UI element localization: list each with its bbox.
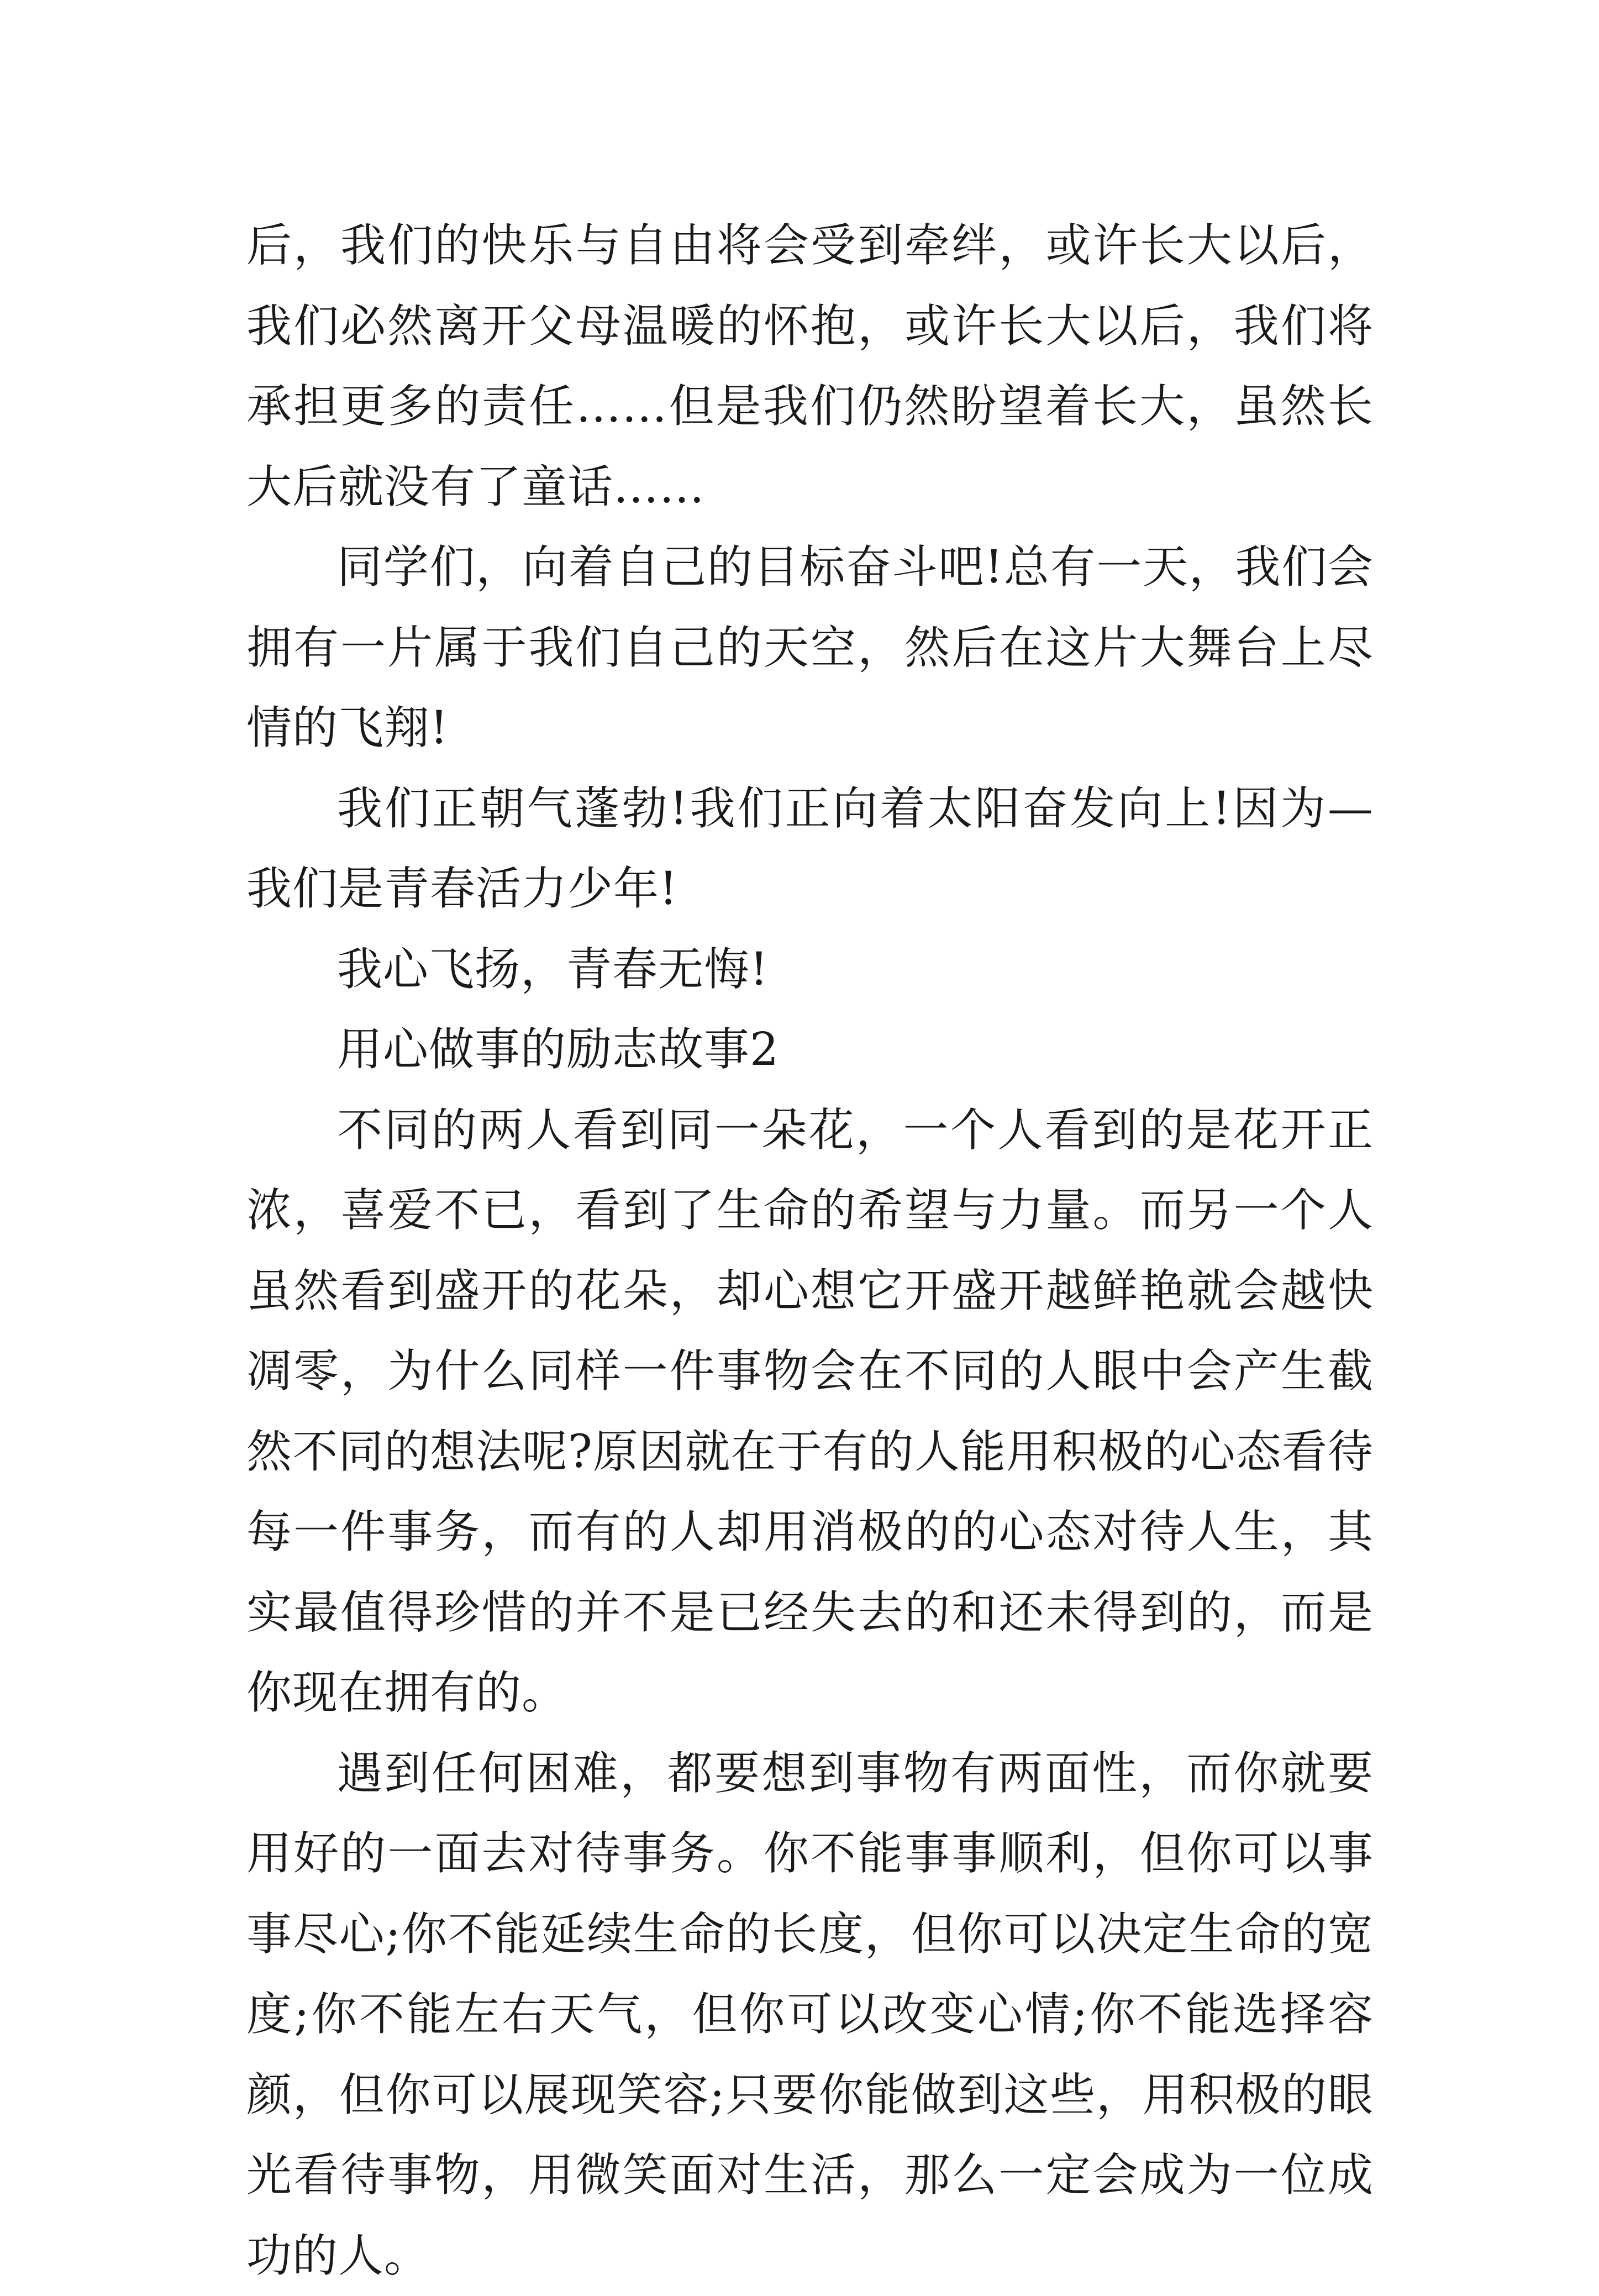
paragraph-5: 不同的两人看到同一朵花，一个人看到的是花开正浓，喜爱不已，看到了生命的希望与力量。而另一个人虽然看到盛开的花朵，却心想它开盛开越鲜艳就会越快凋零，为什么同样一件事物会在不同的人眼中会产生截然不同的想法呢?原因就在于有的人能用积极的心态看待每一件事务，而有的人却用消极的的心态对待人生，其实最值得珍惜的并不是已经失去的和还未得到的，而是你现在拥有的。 <box>246 1090 1374 1733</box>
paragraph-2: 同学们，向着自己的目标奋斗吧!总有一天，我们会拥有一片属于我们自己的天空，然后在这片大舞台上尽情的飞翔! <box>246 527 1374 769</box>
paragraph-6: 遇到任何困难，都要想到事物有两面性，而你就要用好的一面去对待事务。你不能事事顺利，但你可以事事尽心;你不能延续生命的长度，但你可以决定生命的宽度;你不能左右天气，但你可以改变心情;你不能选择容颜，但你可以展现笑容;只要你能做到这些，用积极的眼光看待事物，用微笑面对生活，那么一定会成为一位成功的人。 <box>246 1733 1374 2296</box>
section-heading: 用心做事的励志故事2 <box>246 1010 1374 1090</box>
document-body <box>246 206 1374 2296</box>
paragraph-4: 我心飞扬，青春无悔! <box>246 929 1374 1010</box>
paragraph-1: 后，我们的快乐与自由将会受到牵绊，或许长大以后，我们必然离开父母温暖的怀抱，或许长大以后，我们将承担更多的责任……但是我们仍然盼望着长大，虽然长大后就没有了童话…… <box>246 206 1374 527</box>
paragraph-3: 我们正朝气蓬勃!我们正向着太阳奋发向上!因为—我们是青春活力少年! <box>246 769 1374 929</box>
